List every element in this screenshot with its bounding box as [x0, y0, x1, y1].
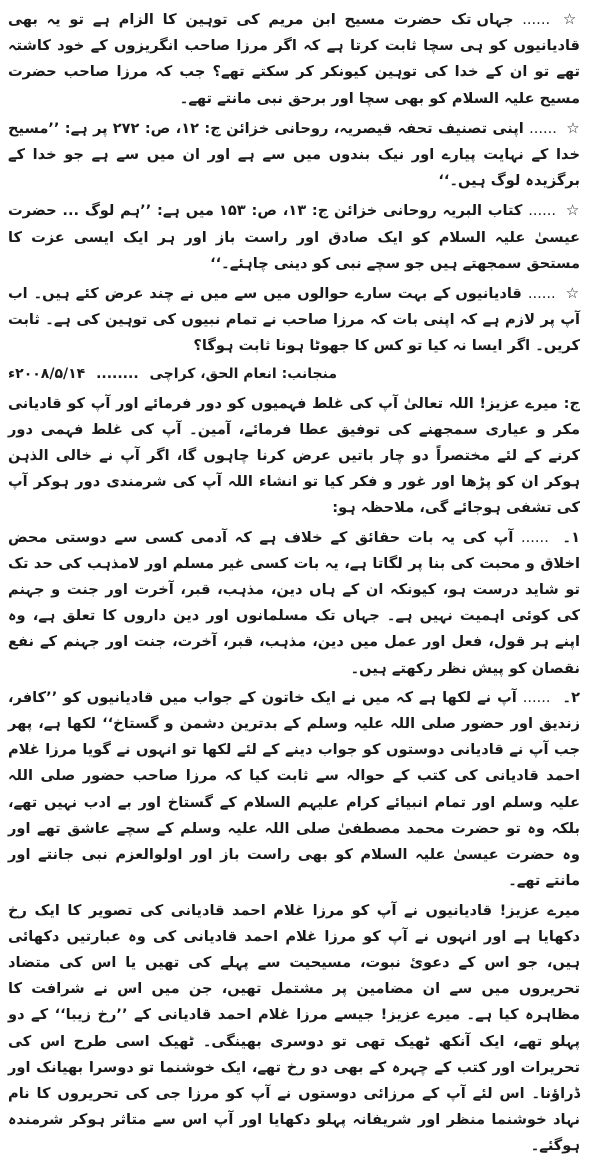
closing-text: میرے عزیز! قادیانیوں نے آپ کو مرزا غلام احمد قادیانی کی تصویر کا ایک رخ دکھایا ہے اور انہوں نے آپ کو مرزا غلام احمد قادیانی کی وہ عبارتیں دکھائی ہیں، جو اس کے دعوئ نبوت، مسیحیت سے پہلے کی تھیں یا اس کی متضاد تحریروں میں سے ان مضامین پر مشتمل تھیں، جن میں اس نے شرافت کا مظاہرہ کیا ہے۔ میرے عزیز! جیسے مرزا غلام احمد قادیانی کے ’’رخ زیبا‘‘ کے دو پہلو تھے، ایک آنکھ ٹھیک تھی تو دوسری بھینگی۔ ٹھیک اسی طرح اس کی تحریرات اور کتب کے چہرہ کے بھی دو رخ تھے، ایک خوشنما تو دوسرا بھیانک اور ڈراؤنا۔ اس لئے آپ کے مرزائی دوستوں نے آپ کو مرزا جی کی تحریروں کا نام نہاد خوشنما منظر اور شریفانہ پہلو دکھایا اور آپ اس سے متاثر ہوکر شرمندہ ہوگئے۔: [8, 901, 580, 1155]
star-icon: ☆: [562, 10, 580, 28]
paragraph-text: کتاب البریہ روحانی خزائن ج: ۱۳، ص: ۱۵۳ میں ہے: ’’ہم لوگ ... حضرت عیسیٰ علیہ السلام کو ایک صادق اور راست باز اور ہر ایک ایسی عزت کا مستحق سمجھتے ہیں جو سچے نبی کو دینی چاہئے۔‘‘: [8, 202, 580, 272]
answer-point-1: [8, 525, 580, 682]
paragraph-text: قادیانیوں کے بہت سارے حوالوں میں سے میں نے چند عرض کئے ہیں۔ اب آپ پر لازم ہے کہ اپنی بات کہ مرزا صاحب نے تمام نبیوں کی توہین کی ہے۔ ثابت کریں۔ اگر ایسا نہ کیا تو کس کا جھوٹا ہونا ثابت ہوگا؟: [8, 285, 580, 355]
paragraph-1: [8, 6, 580, 112]
paragraph-4: [8, 280, 580, 360]
paragraph-dots: ......: [529, 119, 557, 137]
star-icon: ☆: [565, 284, 580, 303]
point-dots: ......: [522, 688, 551, 706]
star-icon: ☆: [565, 201, 580, 220]
signature-date: ۲۰۰۸/۵/۱۴ء: [8, 365, 86, 382]
star-icon: ☆: [566, 118, 580, 137]
answer-closing: [8, 898, 580, 1160]
point-number: ۲۔: [562, 688, 580, 706]
paragraph-2: [8, 115, 580, 195]
point-text: آپ نے لکھا ہے کہ میں نے ایک خاتون کے جواب میں قادیانیوں کو ’’کافر، زندیق اور حضور صلی اللہ علیہ وسلم کے بدترین دشمن و گستاخ‘‘ لکھا ہے، پھر جب آپ نے قادیانی دوستوں کو جواب دینے کے لئے لکھا تو انہوں نے گویا مرزا غلام احمد قادیانی کی کتب کے حوالہ سے ثابت کیا کہ مرزا صاحب حضور صلی اللہ علیہ وسلم اور تمام انبیائے کرام علیہم السلام کے گستاخ اور بے ادب نہیں تھے، بلکہ وہ تو حضرت محمد مصطفیٰ صلی اللہ علیہ وسلم کے سچے عاشق تھے اور وہ حضرت عیسیٰ علیہ السلام کو بھی راست باز اور اولوالعزم نبی جانتے اور مانتے تھے۔: [8, 688, 580, 890]
point-number: ۱۔: [562, 528, 580, 546]
paragraph-text: اپنی تصنیف تحفہ قیصریہ، روحانی خزائن ج: ۱۲، ص: ۲۷۲ پر ہے: ’’مسیح خدا کے نہایت پیارے اور نیک بندوں میں سے ہے اور ان میں سے ہے جو خدا کے برگزیدہ لوگ ہیں۔‘‘: [8, 119, 580, 190]
answer-text: ج: میرے عزیز! اللہ تعالیٰ آپ کی غلط فہمیوں کو دور فرمائے اور آپ کو قادیانی مکر و عیاری سمجھنے کی توفیق عطا فرمائے، آمین۔ آپ کی غلط فہمی دور کرنے کے لئے مختصراً دو چار باتیں عرض کرنا چاہوں گا، اگر آپ نے خالی الذہن ہوکر ان کو پڑھا اور غور و فکر کیا تو انشاء اللہ آپ کی شرمندی دور ہوکر آپ کی تشفی ہوجائے گی، ملاحظہ ہو:: [8, 394, 580, 517]
signature-name: منجانب: انعام الحق، کراچی: [149, 365, 338, 382]
answer-point-2: [8, 685, 580, 895]
paragraph-3: [8, 197, 580, 277]
answer-intro: [8, 391, 580, 522]
paragraph-dots: ......: [527, 285, 556, 303]
paragraph-dots: ......: [528, 202, 557, 220]
signature-dots: ........: [96, 365, 139, 382]
paragraph-dots: ......: [522, 11, 551, 28]
point-dots: ......: [521, 528, 549, 546]
signature-line: [8, 363, 580, 385]
point-text: آپ کی یہ بات حقائق کے خلاف ہے کہ آدمی کسی سے دوستی محض اخلاق و محبت کی بنا پر لگاتا ہے، یہ بات کسی غیر مسلم اور لامذہب کی حد تک تو شاید درست ہو، کیونکہ ان کے ہاں دین، مذہب، قبر، آخرت اور جنت و جہنم کی کوئی اہمیت نہیں ہے۔ جہاں تک مسلمانوں اور دین داروں کا تعلق ہے، وہ اپنے ہر قول، فعل اور عمل میں دین، مذہب، قبر، آخرت، جنت اور جہنم کے نفع نقصان کو پیش نظر رکھتے ہیں۔: [8, 528, 580, 677]
paragraph-text: جہاں تک حضرت مسیح ابن مریم کی توہین کا الزام ہے تو یہ بھی قادیانیوں کو ہی سچا ثابت کرتا ہے کہ اگر مرزا صاحب انگریزوں کے خود کاشتہ تھے تو ان کے خدا کی توہین کیونکر کر سکتے تھے؟ جب کہ مرزا صاحب حضرت مسیح علیہ السلام کو بھی سچا اور برحق نبی مانتے تھے۔: [8, 11, 580, 107]
